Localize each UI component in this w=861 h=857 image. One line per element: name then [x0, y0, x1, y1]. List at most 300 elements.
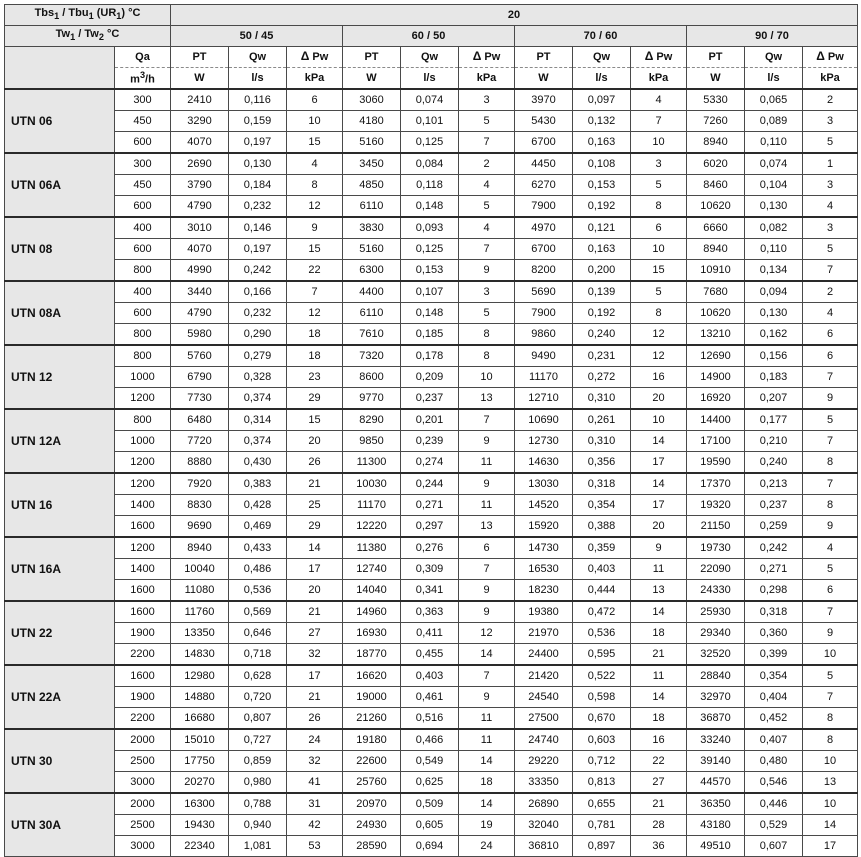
- pt-90-70-cell: 36350: [687, 793, 745, 815]
- pt-70-60-cell: 21420: [515, 665, 573, 687]
- dpw-90-70-cell: 7: [803, 431, 858, 452]
- pt-50-45-cell: 13350: [171, 623, 229, 644]
- model-name: UTN 06A: [5, 153, 115, 217]
- dpw-50-45-cell: 7: [287, 281, 343, 303]
- qw-70-60-cell: 0,670: [573, 708, 631, 730]
- pt-60-50-cell: 3060: [343, 89, 401, 111]
- qa-cell: 1200: [115, 537, 171, 559]
- pt-70-60-cell: 18230: [515, 580, 573, 602]
- table-row: [5, 665, 858, 687]
- pt-70-60-cell: 6700: [515, 239, 573, 260]
- pt-70-60-cell: 8200: [515, 260, 573, 282]
- pt-50-45-cell: 3290: [171, 111, 229, 132]
- pt-70-60-cell: 16530: [515, 559, 573, 580]
- pt-90-70-cell: 14400: [687, 409, 745, 431]
- table-row: [5, 708, 858, 730]
- qw-90-70-cell: 0,094: [745, 281, 803, 303]
- pt-60-50-cell: 19000: [343, 687, 401, 708]
- pt-90-70-cell: 24330: [687, 580, 745, 602]
- table-row: [5, 687, 858, 708]
- dpw-70-60-cell: 27: [631, 772, 687, 794]
- pt-50-45-cell: 9690: [171, 516, 229, 538]
- pt-90-70-cell: 17370: [687, 473, 745, 495]
- pt-60-50-cell: 28590: [343, 836, 401, 857]
- pt-unit: W: [515, 68, 573, 90]
- qw-50-45-cell: 0,159: [229, 111, 287, 132]
- qw-70-60-cell: 0,121: [573, 217, 631, 239]
- pt-60-50-cell: 8290: [343, 409, 401, 431]
- qw-50-45-cell: 0,374: [229, 388, 287, 410]
- qw-90-70-cell: 0,404: [745, 687, 803, 708]
- qw-60-50-cell: 0,178: [401, 345, 459, 367]
- qw-70-60-cell: 0,261: [573, 409, 631, 431]
- dpw-60-50-cell: 8: [459, 345, 515, 367]
- qw-90-70-cell: 0,089: [745, 111, 803, 132]
- table-row: [5, 537, 858, 559]
- pt-70-60-cell: 13030: [515, 473, 573, 495]
- table-row: [5, 132, 858, 154]
- qw-60-50-cell: 0,093: [401, 217, 459, 239]
- qw-50-45-cell: 0,197: [229, 239, 287, 260]
- pt-60-50-cell: 18770: [343, 644, 401, 666]
- qa-cell: 600: [115, 303, 171, 324]
- qw-unit: l/s: [573, 68, 631, 90]
- dpw-60-50-cell: 13: [459, 388, 515, 410]
- dpw-50-45-cell: 10: [287, 111, 343, 132]
- dpw-90-70-cell: 4: [803, 303, 858, 324]
- dpw-50-45-cell: 31: [287, 793, 343, 815]
- dpw-50-45-cell: 25: [287, 495, 343, 516]
- pt-50-45-cell: 5760: [171, 345, 229, 367]
- qa-cell: 2500: [115, 815, 171, 836]
- pt-unit: W: [343, 68, 401, 90]
- dpw-column-header: Δ Pw: [287, 47, 343, 68]
- pt-70-60-cell: 14630: [515, 452, 573, 474]
- pt-70-60-cell: 3970: [515, 89, 573, 111]
- qa-cell: 1900: [115, 687, 171, 708]
- pt-70-60-cell: 27500: [515, 708, 573, 730]
- qw-column-header: Qw: [401, 47, 459, 68]
- qw-70-60-cell: 0,813: [573, 772, 631, 794]
- pt-90-70-cell: 13210: [687, 324, 745, 346]
- dpw-90-70-cell: 8: [803, 708, 858, 730]
- qw-60-50-cell: 0,625: [401, 772, 459, 794]
- table-row: [5, 495, 858, 516]
- pt-60-50-cell: 7610: [343, 324, 401, 346]
- qw-70-60-cell: 0,354: [573, 495, 631, 516]
- pt-90-70-cell: 49510: [687, 836, 745, 857]
- qw-60-50-cell: 0,403: [401, 665, 459, 687]
- qw-70-60-cell: 0,163: [573, 132, 631, 154]
- dpw-60-50-cell: 5: [459, 303, 515, 324]
- pt-90-70-cell: 10620: [687, 196, 745, 218]
- pt-60-50-cell: 12220: [343, 516, 401, 538]
- dpw-70-60-cell: 14: [631, 431, 687, 452]
- dpw-70-60-cell: 7: [631, 111, 687, 132]
- pt-60-50-cell: 11170: [343, 495, 401, 516]
- pt-90-70-cell: 6660: [687, 217, 745, 239]
- pt-60-50-cell: 5160: [343, 132, 401, 154]
- qw-90-70-cell: 0,130: [745, 303, 803, 324]
- dpw-50-45-cell: 17: [287, 665, 343, 687]
- qw-70-60-cell: 0,388: [573, 516, 631, 538]
- qw-50-45-cell: 0,328: [229, 367, 287, 388]
- qw-90-70-cell: 0,271: [745, 559, 803, 580]
- dpw-50-45-cell: 9: [287, 217, 343, 239]
- dpw-70-60-cell: 14: [631, 473, 687, 495]
- dpw-50-45-cell: 53: [287, 836, 343, 857]
- pt-column-header: PT: [515, 47, 573, 68]
- pt-unit: W: [171, 68, 229, 90]
- qw-70-60-cell: 0,200: [573, 260, 631, 282]
- qw-60-50-cell: 0,341: [401, 580, 459, 602]
- dpw-90-70-cell: 7: [803, 687, 858, 708]
- qw-50-45-cell: 0,646: [229, 623, 287, 644]
- pt-50-45-cell: 15010: [171, 729, 229, 751]
- qw-column-header: Qw: [745, 47, 803, 68]
- pt-50-45-cell: 16300: [171, 793, 229, 815]
- table-row: [5, 452, 858, 474]
- dpw-60-50-cell: 3: [459, 89, 515, 111]
- qw-60-50-cell: 0,411: [401, 623, 459, 644]
- pt-90-70-cell: 8940: [687, 132, 745, 154]
- pt-90-70-cell: 32520: [687, 644, 745, 666]
- model-name: UTN 22A: [5, 665, 115, 729]
- pt-70-60-cell: 33350: [515, 772, 573, 794]
- model-name: UTN 16: [5, 473, 115, 537]
- model-name: UTN 12A: [5, 409, 115, 473]
- header-row-units: [5, 68, 858, 90]
- model-name: UTN 30: [5, 729, 115, 793]
- dpw-50-45-cell: 15: [287, 239, 343, 260]
- qa-cell: 2000: [115, 729, 171, 751]
- qw-50-45-cell: 0,197: [229, 132, 287, 154]
- qw-50-45-cell: 0,232: [229, 196, 287, 218]
- dpw-70-60-cell: 11: [631, 559, 687, 580]
- qw-50-45-cell: 0,469: [229, 516, 287, 538]
- qw-50-45-cell: 0,383: [229, 473, 287, 495]
- table-row: [5, 751, 858, 772]
- dpw-70-60-cell: 10: [631, 409, 687, 431]
- dpw-50-45-cell: 21: [287, 601, 343, 623]
- pt-60-50-cell: 9850: [343, 431, 401, 452]
- dpw-60-50-cell: 18: [459, 772, 515, 794]
- pt-90-70-cell: 17100: [687, 431, 745, 452]
- dpw-50-45-cell: 24: [287, 729, 343, 751]
- qa-cell: 300: [115, 153, 171, 175]
- dpw-50-45-cell: 18: [287, 345, 343, 367]
- pt-90-70-cell: 39140: [687, 751, 745, 772]
- qw-90-70-cell: 0,183: [745, 367, 803, 388]
- qw-50-45-cell: 0,486: [229, 559, 287, 580]
- dpw-70-60-cell: 21: [631, 793, 687, 815]
- qw-50-45-cell: 0,130: [229, 153, 287, 175]
- dpw-60-50-cell: 11: [459, 708, 515, 730]
- qw-70-60-cell: 0,444: [573, 580, 631, 602]
- pt-90-70-cell: 10910: [687, 260, 745, 282]
- qw-70-60-cell: 0,522: [573, 665, 631, 687]
- qw-60-50-cell: 0,516: [401, 708, 459, 730]
- dpw-70-60-cell: 5: [631, 175, 687, 196]
- qw-90-70-cell: 0,207: [745, 388, 803, 410]
- dpw-60-50-cell: 11: [459, 729, 515, 751]
- qw-70-60-cell: 0,655: [573, 793, 631, 815]
- qw-60-50-cell: 0,244: [401, 473, 459, 495]
- qw-90-70-cell: 0,213: [745, 473, 803, 495]
- dpw-60-50-cell: 4: [459, 175, 515, 196]
- qw-90-70-cell: 0,162: [745, 324, 803, 346]
- qw-70-60-cell: 0,240: [573, 324, 631, 346]
- model-name: UTN 30A: [5, 793, 115, 857]
- dpw-60-50-cell: 3: [459, 281, 515, 303]
- qw-60-50-cell: 0,118: [401, 175, 459, 196]
- pt-90-70-cell: 28840: [687, 665, 745, 687]
- qw-50-45-cell: 0,146: [229, 217, 287, 239]
- qw-unit: l/s: [745, 68, 803, 90]
- qw-60-50-cell: 0,101: [401, 111, 459, 132]
- dpw-60-50-cell: 12: [459, 623, 515, 644]
- dpw-50-45-cell: 15: [287, 132, 343, 154]
- qw-50-45-cell: 0,430: [229, 452, 287, 474]
- dpw-90-70-cell: 6: [803, 324, 858, 346]
- pt-50-45-cell: 4790: [171, 303, 229, 324]
- qa-cell: 1600: [115, 516, 171, 538]
- qw-50-45-cell: 0,290: [229, 324, 287, 346]
- dpw-60-50-cell: 9: [459, 431, 515, 452]
- dpw-unit: kPa: [287, 68, 343, 90]
- qw-70-60-cell: 0,272: [573, 367, 631, 388]
- dpw-90-70-cell: 7: [803, 473, 858, 495]
- pt-90-70-cell: 7680: [687, 281, 745, 303]
- dpw-50-45-cell: 23: [287, 367, 343, 388]
- pt-70-60-cell: 26890: [515, 793, 573, 815]
- dpw-90-70-cell: 5: [803, 409, 858, 431]
- qw-90-70-cell: 0,156: [745, 345, 803, 367]
- dpw-60-50-cell: 9: [459, 580, 515, 602]
- pt-60-50-cell: 9770: [343, 388, 401, 410]
- table-row: [5, 153, 858, 175]
- dpw-90-70-cell: 8: [803, 495, 858, 516]
- dpw-column-header: Δ Pw: [803, 47, 858, 68]
- qw-60-50-cell: 0,271: [401, 495, 459, 516]
- pt-90-70-cell: 32970: [687, 687, 745, 708]
- dpw-50-45-cell: 29: [287, 516, 343, 538]
- pt-70-60-cell: 14730: [515, 537, 573, 559]
- pt-50-45-cell: 8880: [171, 452, 229, 474]
- dpw-60-50-cell: 6: [459, 537, 515, 559]
- pt-60-50-cell: 20970: [343, 793, 401, 815]
- qw-50-45-cell: 0,433: [229, 537, 287, 559]
- pt-60-50-cell: 10030: [343, 473, 401, 495]
- qa-cell: 3000: [115, 772, 171, 794]
- qw-90-70-cell: 0,242: [745, 537, 803, 559]
- table-row: [5, 281, 858, 303]
- qw-column-header: Qw: [229, 47, 287, 68]
- pt-90-70-cell: 8460: [687, 175, 745, 196]
- qw-50-45-cell: 0,569: [229, 601, 287, 623]
- qw-50-45-cell: 0,536: [229, 580, 287, 602]
- dpw-60-50-cell: 10: [459, 367, 515, 388]
- pt-50-45-cell: 7730: [171, 388, 229, 410]
- pt-50-45-cell: 16680: [171, 708, 229, 730]
- dpw-60-50-cell: 9: [459, 260, 515, 282]
- dpw-50-45-cell: 21: [287, 473, 343, 495]
- pt-70-60-cell: 21970: [515, 623, 573, 644]
- pt-90-70-cell: 7260: [687, 111, 745, 132]
- pt-60-50-cell: 19180: [343, 729, 401, 751]
- table-row: [5, 89, 858, 111]
- dpw-90-70-cell: 6: [803, 345, 858, 367]
- dpw-50-45-cell: 4: [287, 153, 343, 175]
- qw-90-70-cell: 0,259: [745, 516, 803, 538]
- dpw-90-70-cell: 2: [803, 281, 858, 303]
- dpw-90-70-cell: 1: [803, 153, 858, 175]
- dpw-70-60-cell: 15: [631, 260, 687, 282]
- qw-50-45-cell: 0,859: [229, 751, 287, 772]
- qw-70-60-cell: 0,536: [573, 623, 631, 644]
- pt-60-50-cell: 6110: [343, 196, 401, 218]
- dpw-70-60-cell: 3: [631, 153, 687, 175]
- qw-90-70-cell: 0,354: [745, 665, 803, 687]
- qa-cell: 600: [115, 132, 171, 154]
- dpw-90-70-cell: 10: [803, 751, 858, 772]
- dpw-50-45-cell: 32: [287, 751, 343, 772]
- qw-60-50-cell: 0,074: [401, 89, 459, 111]
- pt-50-45-cell: 6480: [171, 409, 229, 431]
- qw-50-45-cell: 0,116: [229, 89, 287, 111]
- pt-90-70-cell: 21150: [687, 516, 745, 538]
- qa-cell: 1200: [115, 388, 171, 410]
- qa-cell: 1600: [115, 580, 171, 602]
- table-row: [5, 303, 858, 324]
- pt-60-50-cell: 25760: [343, 772, 401, 794]
- qa-cell: 1400: [115, 559, 171, 580]
- water-group-70-60: 70 / 60: [515, 26, 687, 47]
- dpw-50-45-cell: 27: [287, 623, 343, 644]
- pt-50-45-cell: 14830: [171, 644, 229, 666]
- qw-90-70-cell: 0,110: [745, 132, 803, 154]
- dpw-50-45-cell: 26: [287, 708, 343, 730]
- dpw-60-50-cell: 9: [459, 601, 515, 623]
- qw-60-50-cell: 0,148: [401, 303, 459, 324]
- qw-70-60-cell: 0,403: [573, 559, 631, 580]
- pt-50-45-cell: 3440: [171, 281, 229, 303]
- qw-70-60-cell: 0,359: [573, 537, 631, 559]
- qw-90-70-cell: 0,237: [745, 495, 803, 516]
- dpw-90-70-cell: 7: [803, 260, 858, 282]
- qw-unit: l/s: [401, 68, 459, 90]
- qw-90-70-cell: 0,318: [745, 601, 803, 623]
- qw-60-50-cell: 0,694: [401, 836, 459, 857]
- dpw-90-70-cell: 6: [803, 580, 858, 602]
- dpw-70-60-cell: 10: [631, 239, 687, 260]
- pt-90-70-cell: 22090: [687, 559, 745, 580]
- dpw-70-60-cell: 18: [631, 623, 687, 644]
- qw-60-50-cell: 0,209: [401, 367, 459, 388]
- pt-70-60-cell: 7900: [515, 196, 573, 218]
- qw-60-50-cell: 0,605: [401, 815, 459, 836]
- pt-50-45-cell: 4990: [171, 260, 229, 282]
- dpw-90-70-cell: 8: [803, 452, 858, 474]
- dpw-70-60-cell: 14: [631, 687, 687, 708]
- dpw-70-60-cell: 11: [631, 665, 687, 687]
- pt-column-header: PT: [343, 47, 401, 68]
- pt-90-70-cell: 19590: [687, 452, 745, 474]
- qa-cell: 800: [115, 345, 171, 367]
- qw-70-60-cell: 0,192: [573, 303, 631, 324]
- dpw-unit: kPa: [631, 68, 687, 90]
- dpw-50-45-cell: 26: [287, 452, 343, 474]
- pt-50-45-cell: 8830: [171, 495, 229, 516]
- qw-90-70-cell: 0,065: [745, 89, 803, 111]
- dpw-50-45-cell: 18: [287, 324, 343, 346]
- dpw-50-45-cell: 41: [287, 772, 343, 794]
- dpw-90-70-cell: 5: [803, 559, 858, 580]
- qw-90-70-cell: 0,607: [745, 836, 803, 857]
- dpw-90-70-cell: 4: [803, 537, 858, 559]
- qw-unit: l/s: [229, 68, 287, 90]
- dpw-70-60-cell: 16: [631, 729, 687, 751]
- qa-cell: 3000: [115, 836, 171, 857]
- dpw-50-45-cell: 32: [287, 644, 343, 666]
- air-conditions-label: Tbs$_1$ / Tbu$_1$ $(UR_1)$ °C: [5, 5, 171, 26]
- pt-90-70-cell: 36870: [687, 708, 745, 730]
- qw-70-60-cell: 0,108: [573, 153, 631, 175]
- qa-cell: 450: [115, 111, 171, 132]
- pt-90-70-cell: 10620: [687, 303, 745, 324]
- pt-50-45-cell: 11080: [171, 580, 229, 602]
- pt-50-45-cell: 2690: [171, 153, 229, 175]
- table-row: [5, 623, 858, 644]
- qa-cell: 2500: [115, 751, 171, 772]
- qa-cell: 450: [115, 175, 171, 196]
- pt-50-45-cell: 7720: [171, 431, 229, 452]
- table-row: [5, 239, 858, 260]
- dpw-60-50-cell: 7: [459, 132, 515, 154]
- pt-50-45-cell: 8940: [171, 537, 229, 559]
- model-name: UTN 06: [5, 89, 115, 153]
- dpw-60-50-cell: 11: [459, 495, 515, 516]
- qw-60-50-cell: 0,297: [401, 516, 459, 538]
- model-name: UTN 16A: [5, 537, 115, 601]
- water-group-90-70: 90 / 70: [687, 26, 858, 47]
- dpw-90-70-cell: 10: [803, 793, 858, 815]
- pt-60-50-cell: 14040: [343, 580, 401, 602]
- dpw-70-60-cell: 16: [631, 367, 687, 388]
- dpw-70-60-cell: 4: [631, 89, 687, 111]
- qw-60-50-cell: 0,276: [401, 537, 459, 559]
- qa-cell: 1000: [115, 431, 171, 452]
- pt-60-50-cell: 11380: [343, 537, 401, 559]
- qw-70-60-cell: 0,097: [573, 89, 631, 111]
- dpw-90-70-cell: 9: [803, 516, 858, 538]
- dpw-90-70-cell: 5: [803, 132, 858, 154]
- table-row: [5, 345, 858, 367]
- dpw-70-60-cell: 10: [631, 132, 687, 154]
- pt-70-60-cell: 24400: [515, 644, 573, 666]
- table-row: [5, 217, 858, 239]
- dpw-50-45-cell: 22: [287, 260, 343, 282]
- qa-cell: 1200: [115, 452, 171, 474]
- qw-60-50-cell: 0,201: [401, 409, 459, 431]
- qw-50-45-cell: 0,807: [229, 708, 287, 730]
- qw-60-50-cell: 0,509: [401, 793, 459, 815]
- qw-50-45-cell: 0,720: [229, 687, 287, 708]
- table-row: [5, 793, 858, 815]
- dpw-60-50-cell: 8: [459, 324, 515, 346]
- qw-70-60-cell: 0,595: [573, 644, 631, 666]
- table-row: [5, 111, 858, 132]
